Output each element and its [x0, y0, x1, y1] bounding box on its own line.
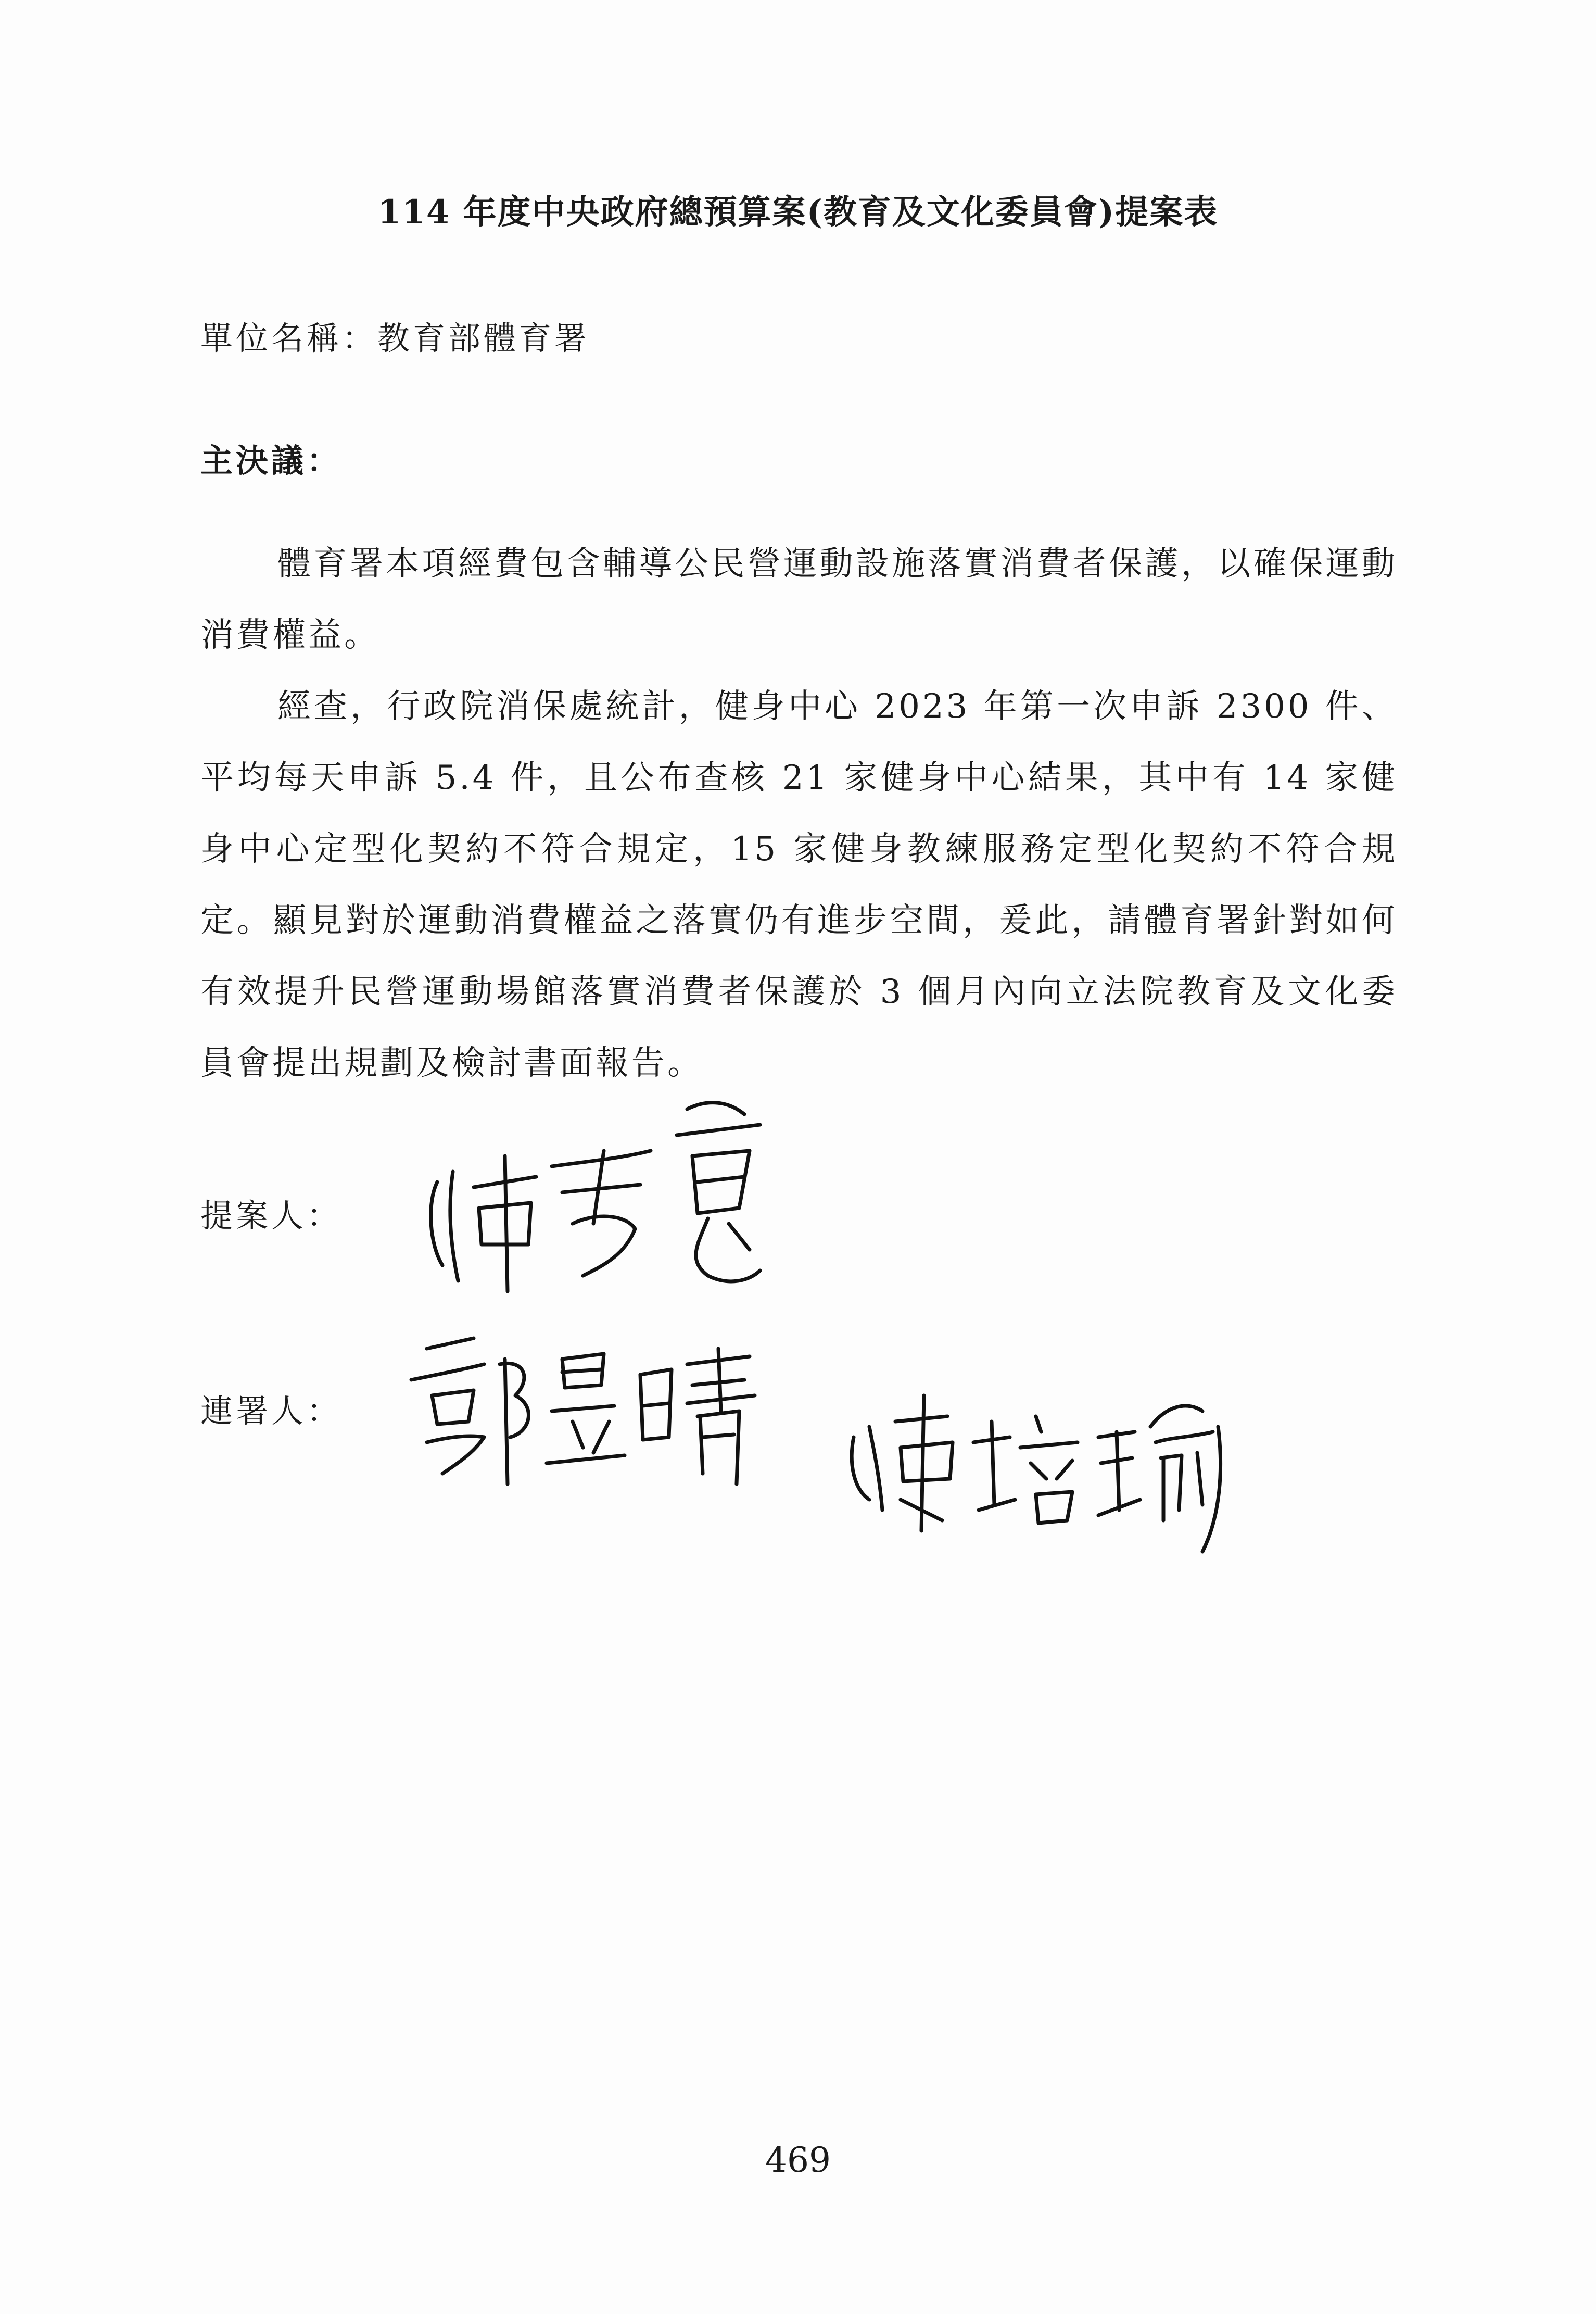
- page-number: 469: [765, 2140, 831, 2180]
- cosigner-1-signature-image: [396, 1317, 770, 1489]
- unit-name-line: 單位名稱：教育部體育署: [200, 319, 590, 357]
- paragraph-1: 體育署本項經費包含輔導公民營運動設施落實消費者保護，以確保運動消費權益。: [200, 545, 1398, 655]
- cosigner-2-signature-image: [838, 1375, 1234, 1573]
- cosigner-label: 連署人：: [200, 1392, 343, 1430]
- resolution-body: [200, 529, 1398, 1099]
- proposer-signature-image: [416, 1088, 791, 1297]
- paragraph-2: 經查，行政院消保處統計，健身中心 2023 年第一次申訴 2300 件、平均每天申訴 5.4 件，且公布查核 21 家健身中心結果，其中有 14 家健身中心定型化契約不符合規定，15 家健身教練服務定型化契約不符合規定。顯見對於運動消費權益之落實仍有進步空間，爰此，請體育署針對如何有效提升民營運動場館落實消費者保護於 3 個月內向立法院教育及文化委員會提出規劃及檢討書面報告。: [200, 687, 1398, 1083]
- main-resolution-heading: 主決議：: [200, 442, 343, 480]
- proposer-label: 提案人：: [200, 1197, 343, 1235]
- document-title: 114 年度中央政府總預算案(教育及文化委員會)提案表: [377, 193, 1219, 232]
